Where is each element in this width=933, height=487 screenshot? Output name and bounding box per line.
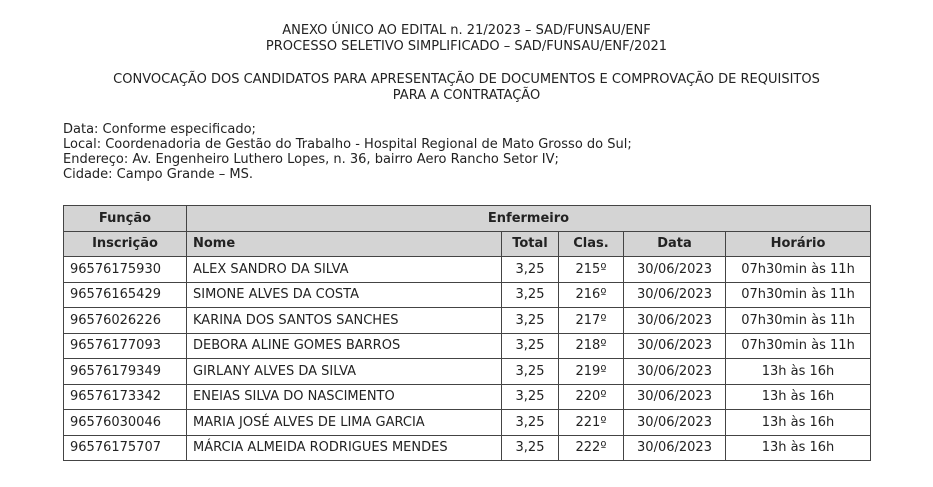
- info-block: [63, 122, 632, 182]
- column-header-horario: Horário: [726, 231, 871, 257]
- info-date: Data: Conforme especificado;: [63, 122, 256, 137]
- table-row: [64, 282, 871, 308]
- convocation-line-2: PARA A CONTRATAÇÃO: [392, 88, 541, 103]
- table-row: [64, 333, 871, 359]
- table-row: [64, 384, 871, 410]
- cell-data: 30/06/2023: [624, 282, 726, 308]
- table-row: [64, 410, 871, 436]
- info-address: Endereço: Av. Engenheiro Luthero Lopes, n. 36, bairro Aero Rancho Setor IV;: [63, 152, 559, 167]
- cell-data: 30/06/2023: [624, 384, 726, 410]
- cell-inscricao: 96576175707: [64, 435, 187, 461]
- cell-total: 3,25: [502, 435, 559, 461]
- cell-classificacao: 218º: [559, 333, 624, 359]
- cell-classificacao: 220º: [559, 384, 624, 410]
- convocation-heading: [0, 72, 933, 104]
- cell-nome: KARINA DOS SANTOS SANCHES: [187, 308, 502, 334]
- cell-inscricao: 96576026226: [64, 308, 187, 334]
- cell-nome: ALEX SANDRO DA SILVA: [187, 257, 502, 283]
- cell-data: 30/06/2023: [624, 410, 726, 436]
- cell-classificacao: 222º: [559, 435, 624, 461]
- cell-inscricao: 96576177093: [64, 333, 187, 359]
- info-city: Cidade: Campo Grande – MS.: [63, 167, 253, 182]
- cell-data: 30/06/2023: [624, 257, 726, 283]
- cell-nome: MÁRCIA ALMEIDA RODRIGUES MENDES: [187, 435, 502, 461]
- column-header-total: Total: [502, 231, 559, 257]
- column-header-classificacao: Clas.: [559, 231, 624, 257]
- candidates-table: [63, 205, 871, 461]
- table-body: [64, 257, 871, 461]
- table-row: [64, 308, 871, 334]
- cell-total: 3,25: [502, 257, 559, 283]
- cell-classificacao: 216º: [559, 282, 624, 308]
- column-header-nome: Nome: [187, 231, 502, 257]
- cell-classificacao: 217º: [559, 308, 624, 334]
- cell-horario: 07h30min às 11h: [726, 333, 871, 359]
- cell-classificacao: 219º: [559, 359, 624, 385]
- cell-total: 3,25: [502, 359, 559, 385]
- cell-horario: 07h30min às 11h: [726, 282, 871, 308]
- cell-classificacao: 221º: [559, 410, 624, 436]
- cell-horario: 07h30min às 11h: [726, 257, 871, 283]
- cell-total: 3,25: [502, 384, 559, 410]
- cell-horario: 13h às 16h: [726, 384, 871, 410]
- edital-title: ANEXO ÚNICO AO EDITAL n. 21/2023 – SAD/FUNSAU/ENF: [282, 23, 651, 38]
- cell-data: 30/06/2023: [624, 333, 726, 359]
- cell-data: 30/06/2023: [624, 435, 726, 461]
- cell-horario: 13h às 16h: [726, 359, 871, 385]
- table-row: [64, 359, 871, 385]
- column-header-inscricao: Inscrição: [64, 231, 187, 257]
- info-location: Local: Coordenadoria de Gestão do Trabalho - Hospital Regional de Mato Grosso do Sul;: [63, 137, 632, 152]
- cell-data: 30/06/2023: [624, 308, 726, 334]
- cell-total: 3,25: [502, 410, 559, 436]
- cell-classificacao: 215º: [559, 257, 624, 283]
- cell-inscricao: 96576030046: [64, 410, 187, 436]
- cell-horario: 07h30min às 11h: [726, 308, 871, 334]
- cell-total: 3,25: [502, 282, 559, 308]
- function-row: [64, 206, 871, 232]
- cell-inscricao: 96576165429: [64, 282, 187, 308]
- cell-nome: ENEIAS SILVA DO NASCIMENTO: [187, 384, 502, 410]
- table-row: [64, 257, 871, 283]
- cell-nome: GIRLANY ALVES DA SILVA: [187, 359, 502, 385]
- column-header-row: [64, 231, 871, 257]
- function-value: Enfermeiro: [187, 206, 871, 232]
- process-title: PROCESSO SELETIVO SIMPLIFICADO – SAD/FUNSAU/ENF/2021: [265, 39, 668, 54]
- cell-total: 3,25: [502, 333, 559, 359]
- document-heading: [0, 23, 933, 55]
- cell-nome: SIMONE ALVES DA COSTA: [187, 282, 502, 308]
- cell-total: 3,25: [502, 308, 559, 334]
- convocation-line-1: CONVOCAÇÃO DOS CANDIDATOS PARA APRESENTAÇÃO DE DOCUMENTOS E COMPROVAÇÃO DE REQUISITOS: [113, 72, 820, 87]
- column-header-data: Data: [624, 231, 726, 257]
- cell-data: 30/06/2023: [624, 359, 726, 385]
- cell-inscricao: 96576175930: [64, 257, 187, 283]
- cell-inscricao: 96576179349: [64, 359, 187, 385]
- table-row: [64, 435, 871, 461]
- cell-inscricao: 96576173342: [64, 384, 187, 410]
- cell-nome: MARIA JOSÉ ALVES DE LIMA GARCIA: [187, 410, 502, 436]
- cell-nome: DEBORA ALINE GOMES BARROS: [187, 333, 502, 359]
- cell-horario: 13h às 16h: [726, 435, 871, 461]
- cell-horario: 13h às 16h: [726, 410, 871, 436]
- function-label: Função: [64, 206, 187, 232]
